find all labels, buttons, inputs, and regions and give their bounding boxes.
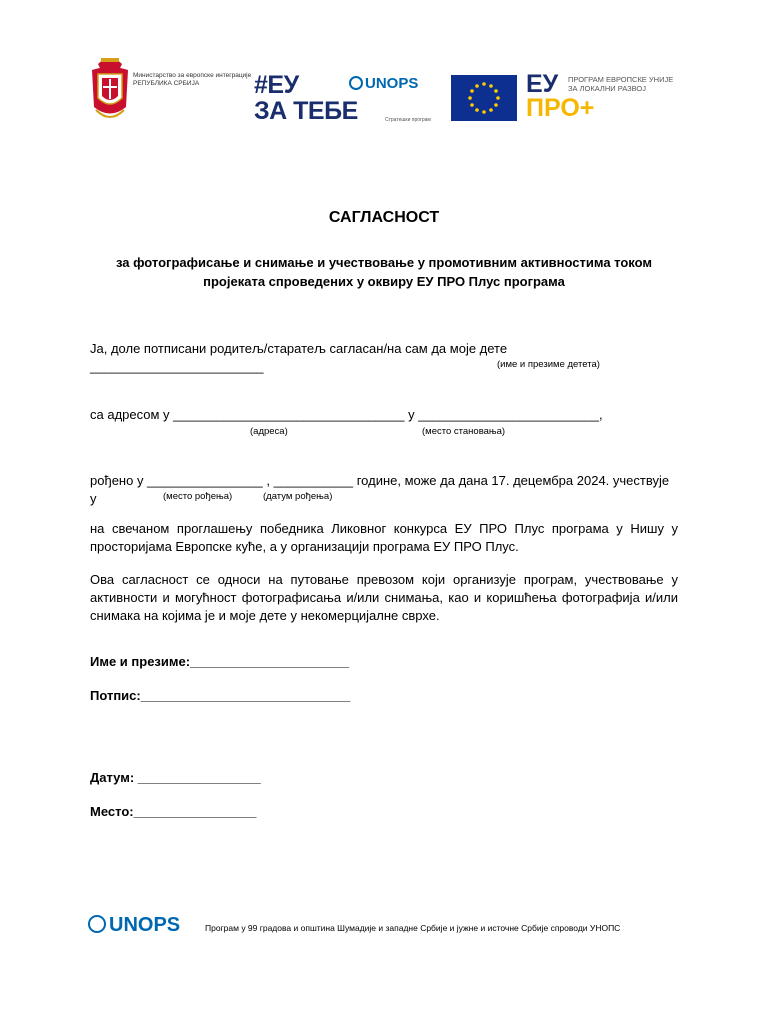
ministry-line: Министарство за европске интеграције (133, 72, 252, 79)
ministry-country: РЕПУБЛИКА СРБИЈА (133, 80, 200, 87)
footer-unops-logo (88, 914, 180, 937)
unops-logo (349, 75, 418, 92)
note-birthplace: (место рођења) (163, 491, 233, 502)
footer-unops-wordmark: UNOPS (109, 914, 181, 936)
note-residence: (место становања) (422, 426, 506, 437)
note-address: (адреса) (250, 426, 288, 437)
consent-line-child: Ја, доле потписани родитељ/старатељ сагласан/на сам да моје дете ________________________ (90, 341, 508, 374)
program-name (568, 75, 673, 93)
name-field: Име и презиме:______________________ (90, 654, 350, 669)
ministry-name (133, 72, 251, 88)
signature-field: Потпис:_____________________________ (90, 688, 351, 703)
eu-pro-line2: ПРО+ (526, 94, 595, 122)
note-birthdate: (датум рођења) (263, 491, 333, 502)
note-child-name: (име и презиме детета) (497, 359, 600, 370)
eu-pro-line1: ЕУ (526, 70, 559, 98)
consent-scope-paragraph: Ова сагласност се односи на путовање превозом који организује програм, учествовање у активности и могућност фотографисања и/или снимања, као и коришћења фотографија и/или снимака на којима је и моје дете у некомерцијалне сврхе. (90, 572, 678, 623)
footer-text: Програм у 99 градова и општина Шумадије и западне Србије и јужне и источне Србије спроводи УНОПС (205, 923, 621, 933)
eu-for-you-logo (254, 72, 358, 124)
consent-line-birth: рођено у ________________ , ___________ године, може да дана 17. децембра 2024. учествује у (90, 473, 670, 506)
eu-flag-icon (451, 75, 517, 121)
eu-tag-line2: ЗА ТЕБЕ (254, 97, 358, 125)
program-line1: ПРОГРАМ ЕВРОПСКЕ УНИЈЕ (568, 75, 674, 84)
event-paragraph: на свечаном проглашењу победника Ликовног конкурса ЕУ ПРО Плус програма у Нишу у просторијама Европске куће, а у организацији програма ЕУ ПРО Плус. (90, 521, 678, 554)
support-label: Стратешки програм (385, 117, 431, 123)
consent-line-address: са адресом у ________________________________ у _________________________, (90, 407, 603, 422)
eu-tag-line1: #ЕУ (254, 71, 299, 99)
date-field: Датум: _________________ (90, 770, 261, 785)
document-title: САГЛАСНОСТ (328, 209, 440, 226)
un-globe-icon (349, 76, 363, 90)
header (0, 40, 768, 136)
place-field: Место:_________________ (90, 804, 257, 819)
unops-wordmark: UNOPS (365, 75, 419, 92)
program-line2: ЗА ЛОКАЛНИ РАЗВОЈ (568, 84, 647, 93)
un-globe-icon (88, 915, 106, 933)
document-subtitle: за фотографисање и снимање и учествовање у промотивним активностима током пројеката спроведених у оквиру ЕУ ПРО Плус програма (115, 255, 653, 289)
serbia-coat-of-arms-icon (90, 52, 130, 126)
